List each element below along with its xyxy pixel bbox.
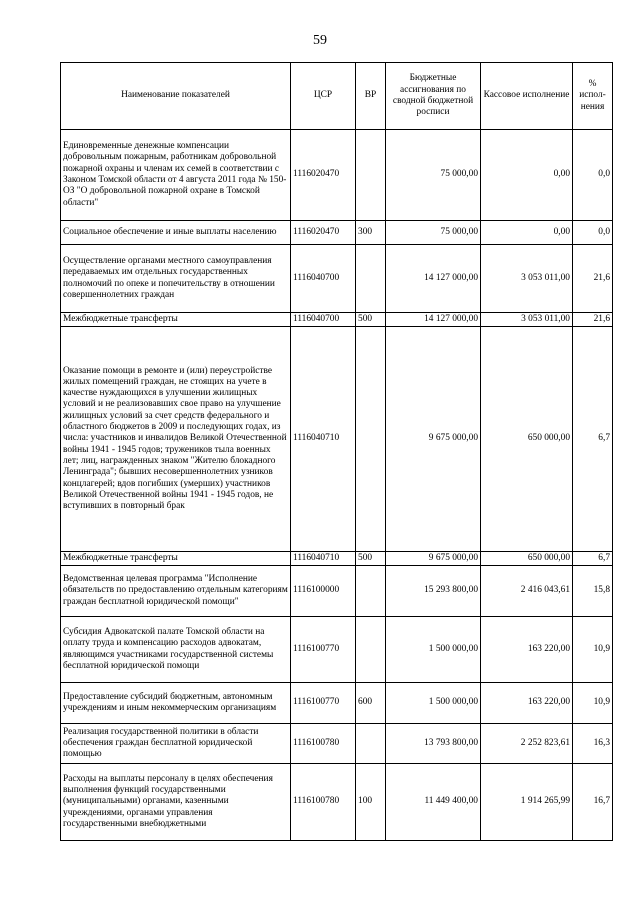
row-cash: 163 220,00 [481, 683, 573, 724]
row-csr: 1116040710 [291, 327, 356, 552]
page-number: 59 [313, 33, 327, 48]
header-name: Наименование показателей [61, 63, 291, 130]
row-vr [356, 245, 386, 313]
row-cash: 2 252 823,61 [481, 724, 573, 764]
row-budget: 9 675 000,00 [386, 327, 481, 552]
row-name: Предоставление субсидий бюджетным, автономным учреждениям и иным некоммерческим организациям [61, 683, 291, 724]
row-cash: 1 914 265,99 [481, 764, 573, 841]
row-cash: 2 416 043,61 [481, 566, 573, 617]
row-percent: 15,8 [573, 566, 613, 617]
table-row [61, 221, 613, 245]
table-header-row [61, 63, 613, 130]
table-row [61, 764, 613, 841]
row-vr: 500 [356, 552, 386, 566]
row-csr: 1116040710 [291, 552, 356, 566]
row-cash: 0,00 [481, 221, 573, 245]
row-percent: 6,7 [573, 327, 613, 552]
header-percent: % испол-нения [573, 63, 613, 130]
row-name: Социальное обеспечение и иные выплаты населению [61, 221, 291, 245]
row-budget: 11 449 400,00 [386, 764, 481, 841]
row-vr: 500 [356, 313, 386, 327]
row-csr: 1116020470 [291, 130, 356, 221]
row-cash: 650 000,00 [481, 552, 573, 566]
header-vr: ВР [356, 63, 386, 130]
row-vr [356, 617, 386, 683]
row-vr [356, 327, 386, 552]
row-percent: 16,3 [573, 724, 613, 764]
row-budget: 75 000,00 [386, 130, 481, 221]
row-csr: 1116100780 [291, 764, 356, 841]
row-vr [356, 130, 386, 221]
row-name: Межбюджетные трансферты [61, 313, 291, 327]
row-budget: 9 675 000,00 [386, 552, 481, 566]
row-vr: 300 [356, 221, 386, 245]
row-percent: 10,9 [573, 617, 613, 683]
row-csr: 1116100770 [291, 617, 356, 683]
table-row [61, 683, 613, 724]
row-csr: 1116020470 [291, 221, 356, 245]
row-csr: 1116100780 [291, 724, 356, 764]
row-budget: 15 293 800,00 [386, 566, 481, 617]
table-row [61, 245, 613, 313]
row-percent: 10,9 [573, 683, 613, 724]
table-row [61, 724, 613, 764]
row-csr: 1116040700 [291, 313, 356, 327]
row-percent: 21,6 [573, 245, 613, 313]
row-cash: 3 053 011,00 [481, 313, 573, 327]
row-budget: 75 000,00 [386, 221, 481, 245]
row-vr: 100 [356, 764, 386, 841]
table-row [61, 313, 613, 327]
table-row [61, 566, 613, 617]
row-budget: 1 500 000,00 [386, 683, 481, 724]
row-name: Оказание помощи в ремонте и (или) переустройстве жилых помещений граждан, не стоящих на учете в качестве нуждающихся в улучшении жилищных условий и не реализовавших свое право на улучшение жилищных условий за счет средств федерального и областного бюджетов в 2009 и последующих годах, из числа: участников и инвалидов Великой Отечественной войны 1941 - 1945 годов; тружеников тыла военных лет; лиц, награжденных знаком "Жителю блокадного Ленинграда"; бывших несовершеннолетних узников концлагерей; вдов погибших (умерших) участников Великой Отечественной войны 1941 - 1945 годов, не вступивших в повторный брак [61, 327, 291, 552]
row-percent: 6,7 [573, 552, 613, 566]
table-row [61, 617, 613, 683]
table-row [61, 552, 613, 566]
row-vr [356, 566, 386, 617]
row-name: Осуществление органами местного самоуправления передаваемых им отдельных государственных полномочий по опеке и попечительству в отношении совершеннолетних граждан [61, 245, 291, 313]
row-vr [356, 724, 386, 764]
header-cash: Кассовое исполнение [481, 63, 573, 130]
row-name: Расходы на выплаты персоналу в целях обеспечения выполнения функций государственными (муниципальными) органами, казенными учреждениями, органами управления государственными внебюджетными [61, 764, 291, 841]
row-name: Ведомственная целевая программа "Исполнение обязательств по предоставлению отдельным категориям граждан бесплатной юридической помощи" [61, 566, 291, 617]
row-csr: 1116100770 [291, 683, 356, 724]
row-csr: 1116040700 [291, 245, 356, 313]
table-row [61, 327, 613, 552]
row-cash: 0,00 [481, 130, 573, 221]
row-budget: 1 500 000,00 [386, 617, 481, 683]
row-percent: 21,6 [573, 313, 613, 327]
row-cash: 163 220,00 [481, 617, 573, 683]
row-percent: 0,0 [573, 221, 613, 245]
row-percent: 16,7 [573, 764, 613, 841]
row-name: Субсидия Адвокатской палате Томской области на оплату труда и компенсацию расходов адвокатам, являющимся участниками государственной системы бесплатной юридической помощи [61, 617, 291, 683]
row-vr: 600 [356, 683, 386, 724]
row-budget: 14 127 000,00 [386, 245, 481, 313]
row-percent: 0,0 [573, 130, 613, 221]
header-budget: Бюджетные ассигнования по сводной бюджетной росписи [386, 63, 481, 130]
budget-table [60, 62, 613, 841]
row-csr: 1116100000 [291, 566, 356, 617]
table-row [61, 130, 613, 221]
row-cash: 650 000,00 [481, 327, 573, 552]
row-name: Реализация государственной политики в области обеспечения граждан бесплатной юридической помощью [61, 724, 291, 764]
row-name: Единовременные денежные компенсации добровольным пожарным, работникам добровольной пожарной охраны и членам их семей в соответствии с Законом Томской области от 4 августа 2011 года № 150-ОЗ "О добровольной пожарной охране в Томской области" [61, 130, 291, 221]
row-cash: 3 053 011,00 [481, 245, 573, 313]
row-name: Межбюджетные трансферты [61, 552, 291, 566]
header-csr: ЦСР [291, 63, 356, 130]
row-budget: 13 793 800,00 [386, 724, 481, 764]
row-budget: 14 127 000,00 [386, 313, 481, 327]
